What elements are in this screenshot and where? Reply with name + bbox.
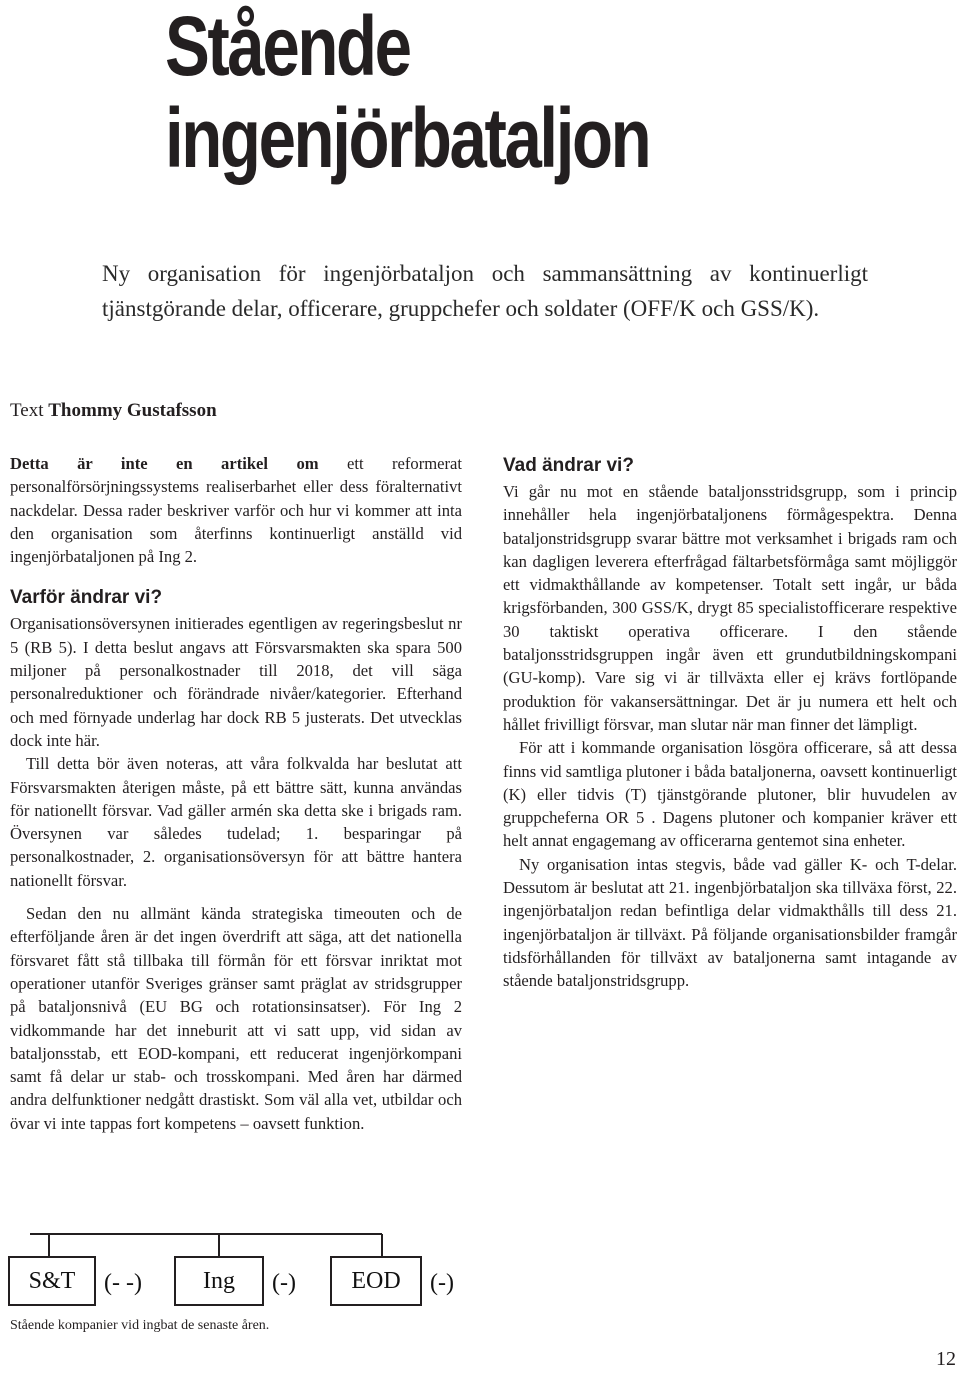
right-paragraph-1: Vi går nu mot en stående bataljonsstridsgrupp, som i princip innehåller hela ingenjörbataljonens förmågespektra. Denna bataljonstridsgrupp svarar bättre mot verksamhet i brigads ram och kan dagligen leverera efterfrågad fältarbetsförmåga samt möjliggör ett vidmakthållande av kompetenser. Totalt sett ingår, ur båda krigsförbanden, 300 GSS/K, drygt 85 specialistofficerare respektive 30 taktiskt operativa officerare. I den stående bataljonsstridsgruppen ingår även ett grundutbildningskompani (GU-komp). Vare sig vi är tillväxta eller ej krävs fortlöpande produktion för vakansersättningar. Det är ju numera ett helt och hållet frivilligt försvar, man slutar när man finner det lämpligt. <box>503 482 957 734</box>
title-line-1: Stående <box>165 0 410 93</box>
heading-vad: Vad ändrar vi? <box>503 455 634 476</box>
page-number: 12 <box>936 1348 956 1370</box>
byline-prefix: Text <box>10 400 44 421</box>
right-paragraph-3: Ny organisation intas stegvis, både vad gäller K- och T-delar. Dessutom är beslutat att 21. ingenbjörbataljon ska tillväxa först, 22. ingenjörbataljon redan befintliga delar vidmakthålls till dess 21. ingenjörbataljon är tillväxt. På följande organisationsbilder framgår tidsförhållanden för tillväxt av bataljonerna samt intagande av stående bataljonstridsgrupp. <box>503 854 957 991</box>
left-column <box>10 452 462 1135</box>
lead-paragraph: Ny organisation för ingenjörbataljon och sammansättning av kontinuerligt tjänstgörande delar, officerare, gruppchefer och soldater (OFF/K och GSS/K). <box>102 261 868 321</box>
org-box-eod-label: EOD <box>351 1267 401 1294</box>
org-box-eod <box>330 1256 422 1306</box>
right-paragraph-2: För att i kommande organisation lösgöra officerare, så att dessa finns vid samtliga plutoner i båda bataljonerna, oavsett kontinuerligt (K) eller tidvis (T) tjänstgörande plutoner, blir huvudelen av gruppcheferna OR 5 . Dagens plutoner och kompanier kräver ett helt annat engagemang av officerarna gentemot sina enheter. <box>503 738 957 851</box>
left-paragraph-1: Organisationsöversynen initierades egentligen av regeringsbeslut nr 5 (RB 5). I detta beslut angavs att Försvarsmakten ska spara 500 miljoner på personalkostnader till 2018, det vill säga personalreduktioner och förändrade nivåer/kategorier. Efterhand och med förnyade underlag har dock RB 5 justerats. Det utvecklas dock inte här. <box>10 614 462 750</box>
org-box-st <box>8 1256 96 1306</box>
right-column <box>503 452 957 993</box>
ingress-text: ett reformerat personalförsörjningssystems realiserbarhet eller dess föralternativt nackdelar. Dessa rader beskriver varför och hur vi kommer att inta den organisation som återfinns kontinuerligt anställd vid ingenjörbataljonen på Ing 2. <box>10 454 463 567</box>
ingress-paragraph <box>10 452 462 568</box>
org-chart-connector <box>29 1233 383 1256</box>
org-box-st-label: S&T <box>28 1267 76 1294</box>
byline-author: Thommy Gustafsson <box>48 400 217 421</box>
org-box-ing <box>174 1256 264 1306</box>
byline <box>10 400 217 422</box>
org-chart-caption: Stående kompanier vid ingbat de senaste åren. <box>10 1318 270 1333</box>
heading-varfor: Varför ändrar vi? <box>10 587 163 609</box>
ingress-bold: Detta är inte en artikel om <box>10 454 319 473</box>
left-paragraph-2: Till detta bör även noteras, att våra folkvalda har beslutat att Försvarsmakten återigen måste, på ett bättre sätt, kunna användas för nationellt försvar. Vad gäller armén ska detta ske i brigads ram. Översynen var således tudelad; 1. besparingar på personalkostnader, 2. organisationsöversyn för att bättre hantera nationellt försvar. <box>10 754 462 890</box>
org-note-ing: (-) <box>272 1270 296 1296</box>
left-paragraph-3: Sedan den nu allmänt kända strategiska timeouten och de efterföljande åren är det ingen överdrift att säga, att det nationella försvaret fått stå tillbaka till förmån för ett försvar inriktat mot operationer utanför Sveriges gränser samt präglat av stridsgrupper på bataljonsnivå (EU BG och rotationsinsatser). För Ing 2 vidkommande har det inneburit att vi satt upp, vid sidan av bataljonsstab, ett EOD-kompani, ett reducerat ingenjörkompani samt få delar ur stab- och trosskompani. Med åren har därmed andra delfunktioner nedgått drastiskt. Som väl alla vet, utbildar och övar vi inte tappas fort kompetens – oavsett funktion. <box>10 904 462 1133</box>
org-note-eod: (-) <box>430 1270 454 1296</box>
org-note-st: (- -) <box>104 1270 142 1296</box>
title-line-2: ingenjörbataljon <box>165 91 650 185</box>
org-box-ing-label: Ing <box>203 1267 235 1294</box>
article-title <box>165 0 789 184</box>
